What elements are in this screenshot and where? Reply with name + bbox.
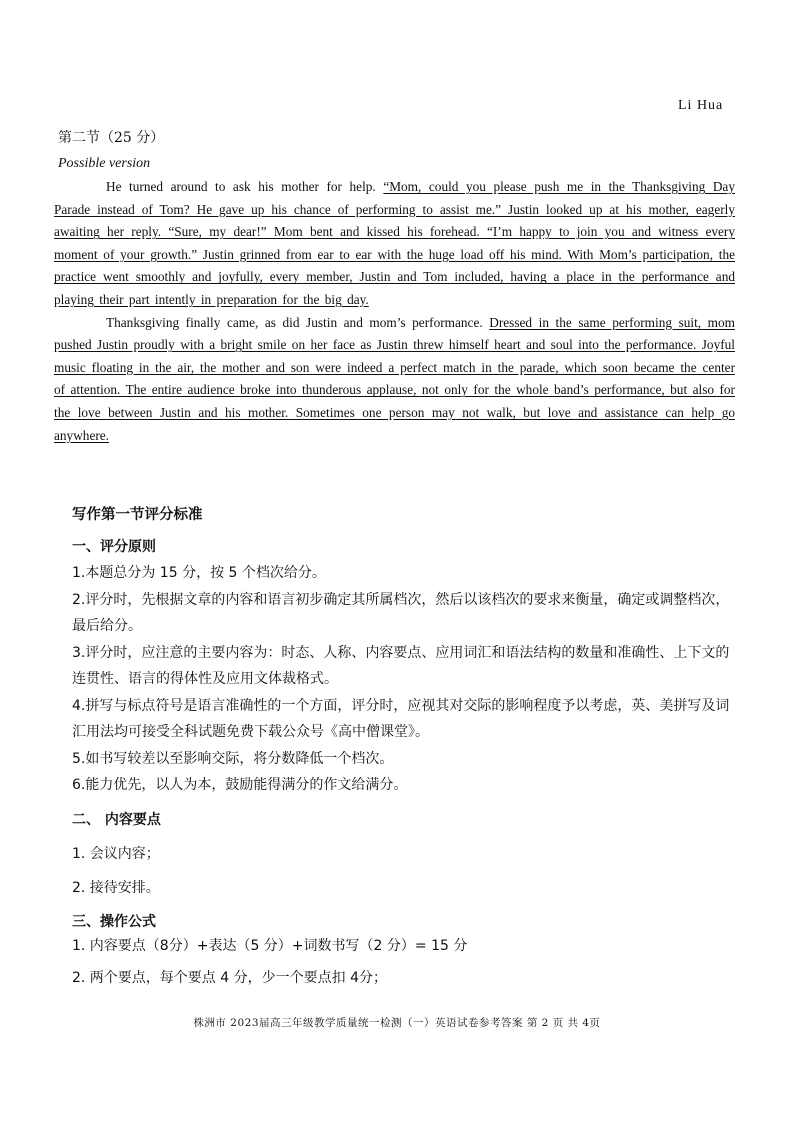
essay-p2-text: Thanksgiving finally came, as did Justin and mom’s performance. — [106, 314, 490, 330]
principle-item: 3.评分时，应注意的主要内容为：时态、人称、内容要点、应用词汇和语法结构的数量和准确性、上下文的连贯性、语言的得体性及应用文体裁格式。 — [72, 644, 730, 687]
essay-paragraph-2 — [54, 312, 735, 448]
principles-heading: 一、评分原则 — [72, 539, 156, 555]
signature: Li Hua — [678, 98, 724, 113]
content-point: 2. 接待安排。 — [72, 879, 160, 896]
essay-p1-text: He turned around to ask his mother for help. — [106, 179, 384, 194]
possible-version-label: Possible version — [58, 156, 151, 171]
formula-heading: 三、操作公式 — [72, 913, 156, 930]
section-title: 第二节（25 分） — [58, 130, 165, 146]
essay — [54, 176, 735, 447]
principle-item: 4.拼写与标点符号是语言准确性的一个方面，评分时，应视其对交际的影响程度予以考虑，英、美拼写及词汇用法均可接受全科试题免费下载公众号《高中僧课堂》。 — [72, 697, 730, 740]
formula-point: 2. 两个要点，每个要点 4 分，少一个要点扣 4分； — [72, 969, 387, 986]
content-heading: 二、 内容要点 — [72, 811, 161, 828]
scoring-criteria — [72, 503, 732, 999]
principle-item: 5.如书写较差以至影响交际，将分数降低一个档次。 — [72, 750, 394, 767]
principle-item: 1.本题总分为 15 分，按 5 个档次给分。 — [72, 565, 326, 581]
essay-p2-underlined: Dressed in the same performing suit, mom pushed Justin proudly with a bright smile on her face as Justin threw himself heart and soul into the performance. Joyful music floating in the air, the mother and son were indeed a perfect match in the parade, which soon became the center of attention. The entire audience broke into thunderous applause, not only for the whole band’s performance, but also for the love between Justin and his mother. Sometimes one person may not walk, but love and assistance can help go anywhere. — [54, 314, 735, 443]
formula-point: 1. 内容要点（8分）+表达（5 分）+词数书写（2 分）= 15 分 — [72, 937, 468, 954]
essay-p1-underlined: “Mom, could you please push me in the Thanksgiving Day Parade instead of Tom? He gave up his chance of performing to assist me.” Justin looked up at his mother, eagerly awaiting her reply. “Sure, my dear!” Mom bent and kissed his forehead. “I’m happy to join you and witness every moment of your growth.” Justin grinned from ear to ear with the huge load off his mind. With Mom’s participation, the practice went smoothly and joyfully, every member, Justin and Tom included, having a place in the performance and playing their part intently in preparation for the big day. — [54, 179, 735, 307]
content-point: 1. 会议内容； — [72, 845, 160, 862]
essay-paragraph-1 — [54, 176, 735, 312]
principle-item: 2.评分时，先根据文章的内容和语言初步确定其所属档次，然后以该档次的要求来衡量，确定或调整档次，最后给分。 — [72, 591, 730, 634]
page-footer: 株洲市 2023届高三年级教学质量统一检测（一）英语试卷参考答案 第 2 页 共 4页 — [193, 1017, 601, 1029]
principle-item: 6.能力优先，以人为本，鼓励能得满分的作文给满分。 — [72, 777, 408, 793]
criteria-title: 写作第一节评分标准 — [72, 507, 203, 523]
